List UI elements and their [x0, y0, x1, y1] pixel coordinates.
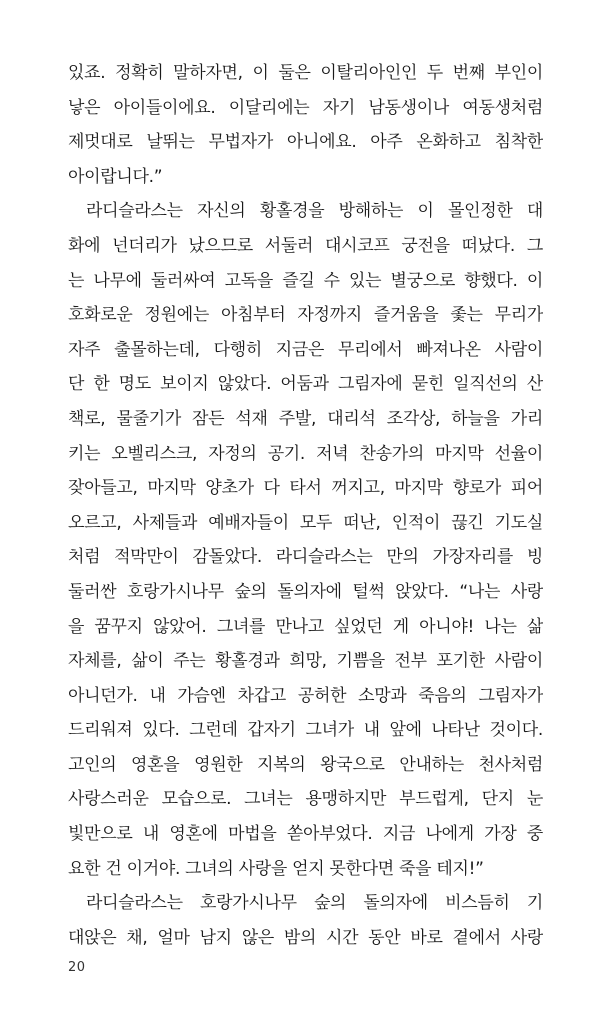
text-line: 오르고, 사제들과 예배자들이 모두 떠난, 인적이 끊긴 기도실: [68, 512, 543, 533]
text-line: 제멋대로 날뛰는 무법자가 아니에요. 아주 온화하고 침착한: [68, 132, 543, 153]
text-line: 사랑스러운 모습으로. 그녀는 용맹하지만 부드럽게, 단지 눈: [68, 789, 543, 810]
page-number: 20: [68, 960, 86, 975]
text-line: 키는 오벨리스크, 자정의 공기. 저녁 찬송가의 마지막 선율이: [68, 443, 543, 464]
paragraph-start-line: 라디슬라스는 호랑가시나무 숲의 돌의자에 비스듬히 기: [86, 893, 543, 914]
text-line: 처럼 적막만이 감돌았다. 라디슬라스는 만의 가장자리를 빙: [68, 547, 543, 568]
text-line: 화에 넌더리가 났으므로 서둘러 대시코프 궁전을 떠났다. 그: [68, 235, 543, 256]
text-line: 자체를, 삶이 주는 황홀경과 희망, 기쁨을 전부 포기한 사람이: [68, 651, 543, 672]
text-line: 아이랍니다.”: [68, 166, 163, 187]
text-line: 단 한 명도 보이지 않았다. 어둠과 그림자에 묻힌 일직선의 산: [68, 374, 543, 395]
text-line: 자주 출몰하는데, 다행히 지금은 무리에서 빠져나온 사람이: [68, 339, 543, 360]
text-line: 고인의 영혼을 영원한 지복의 왕국으로 안내하는 천사처럼: [68, 754, 543, 775]
text-line: 호화로운 정원에는 아침부터 자정까지 즐거움을 좇는 무리가: [68, 305, 543, 326]
text-line: 있죠. 정확히 말하자면, 이 둘은 이탈리아인인 두 번째 부인이: [68, 63, 543, 83]
text-line: 는 나무에 둘러싸여 고독을 즐길 수 있는 별궁으로 향했다. 이: [68, 270, 543, 291]
text-line: 낳은 아이들이에요. 이달리에는 자기 남동생이나 여동생처럼: [68, 97, 543, 118]
text-line: 을 꿈꾸지 않았어. 그녀를 만나고 싶었던 게 아니야! 나는 삶: [68, 616, 543, 637]
text-line: 대앉은 채, 얼마 남지 않은 밤의 시간 동안 바로 곁에서 사랑: [68, 927, 543, 948]
text-line: 빛만으로 내 영혼에 마법을 쏟아부었다. 지금 나에게 가장 중: [68, 824, 543, 845]
text-line: 아니던가. 내 가슴엔 차갑고 공허한 소망과 죽음의 그림자가: [68, 685, 543, 706]
text-line: 책로, 물줄기가 잠든 석재 주발, 대리석 조각상, 하늘을 가리: [68, 408, 543, 429]
text-line: 잦아들고, 마지막 양초가 다 타서 꺼지고, 마지막 향로가 피어: [68, 478, 543, 499]
body-text: [68, 56, 543, 955]
text-line: 요한 건 이거야. 그녀의 사랑을 얻지 못한다면 죽을 테지!”: [68, 858, 484, 879]
text-line: 둘러싼 호랑가시나무 숲의 돌의자에 털썩 앉았다. “나는 사랑: [68, 581, 543, 602]
text-line: 드리워져 있다. 그런데 갑자기 그녀가 내 앞에 나타난 것이다.: [68, 720, 543, 741]
paragraph-start-line: 라디슬라스는 자신의 황홀경을 방해하는 이 몰인정한 대: [86, 201, 543, 222]
